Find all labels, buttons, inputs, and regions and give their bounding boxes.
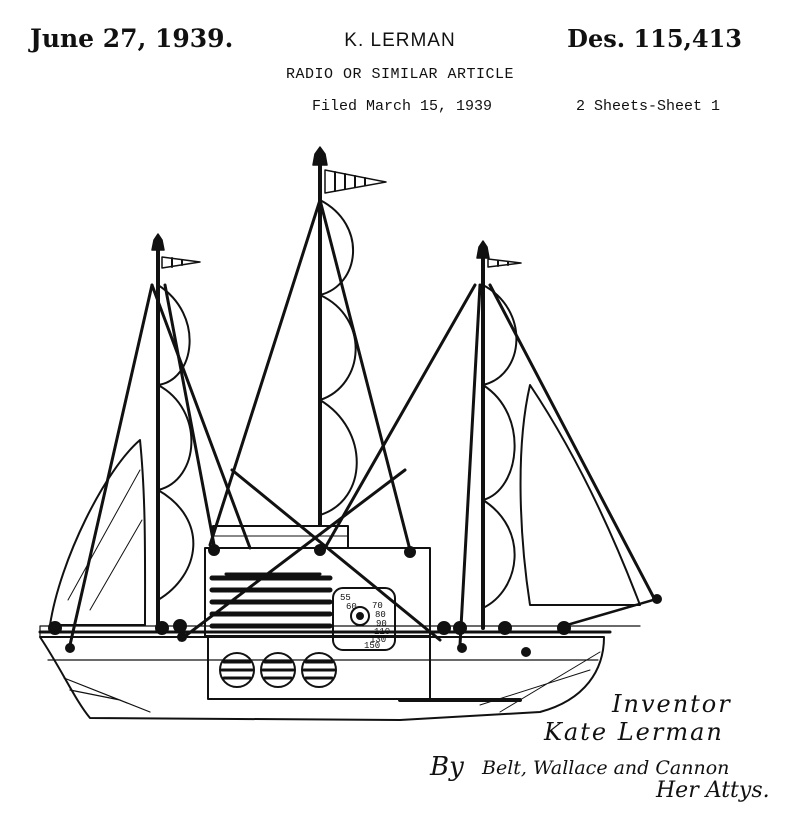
speaker-grilles <box>220 653 336 687</box>
lower-panel <box>208 637 430 699</box>
dial-number: 55 <box>340 593 351 603</box>
dial-numbers <box>340 593 390 651</box>
filing-date: Filed March 15, 1939 <box>312 98 493 115</box>
dial-number: 80 <box>375 610 386 620</box>
inventor-name-header: K. LERMAN <box>344 30 456 51</box>
attorney-firm-signature: Belt, Wallace and Cannon <box>482 757 730 779</box>
patent-number: Des. 115,413 <box>567 24 742 53</box>
inventor-signature: Kate Lerman <box>544 718 724 746</box>
issue-date: June 27, 1939. <box>30 24 234 53</box>
masts <box>158 165 483 630</box>
by-label: By <box>430 752 464 782</box>
sail-mizzen <box>483 285 516 608</box>
sail-main <box>320 200 357 515</box>
sail-fore <box>158 285 193 600</box>
dial-number: 90 <box>376 619 387 629</box>
sheet-count: 2 Sheets-Sheet 1 <box>576 98 721 115</box>
inventor-label: Inventor <box>612 690 732 718</box>
dial-number: 150 <box>364 641 381 651</box>
sail-jib <box>521 385 640 605</box>
dial-number: 60 <box>346 602 357 612</box>
dial-number: 70 <box>372 601 383 611</box>
attorneys-label: Her Attys. <box>656 778 770 803</box>
dial-number: 110 <box>374 627 391 637</box>
dial-number: 130 <box>370 635 387 645</box>
patent-subject: RADIO OR SIMILAR ARTICLE <box>285 66 515 83</box>
